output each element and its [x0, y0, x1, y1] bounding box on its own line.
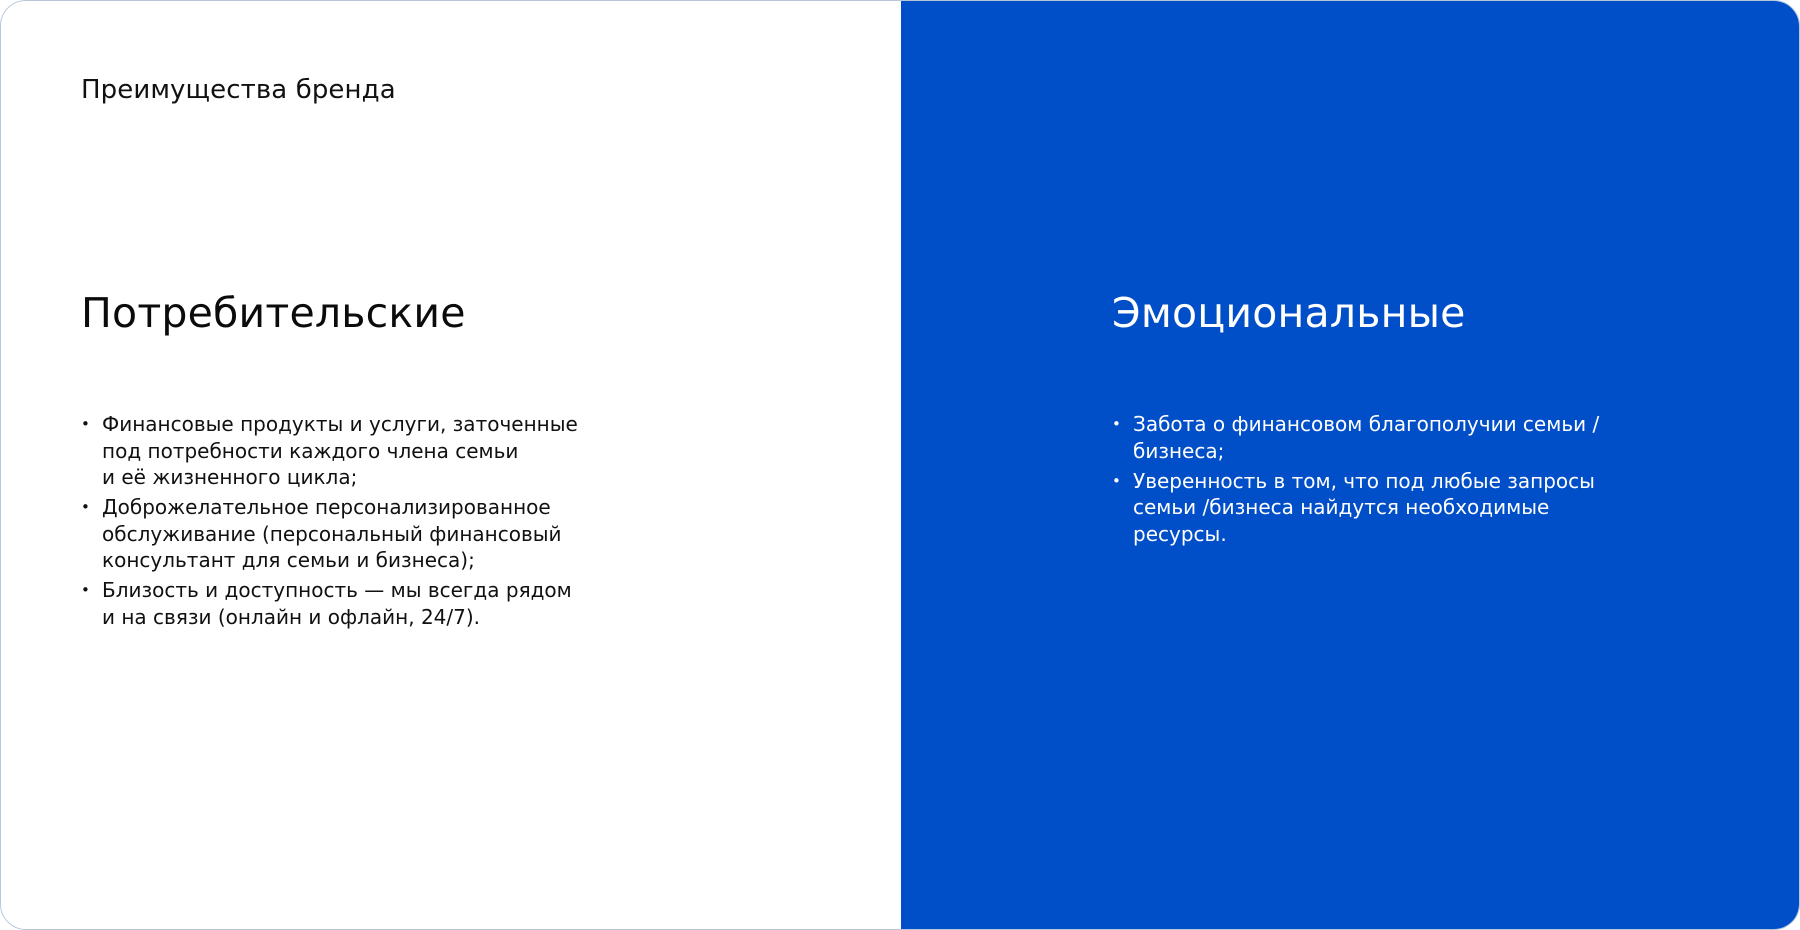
slide-title: Преимущества бренда: [81, 75, 396, 105]
list-item: [81, 494, 601, 574]
emotional-panel: [901, 1, 1799, 929]
list-item: [1112, 411, 1632, 464]
list-item-line: семьи /бизнеса найдутся необходимые: [1133, 495, 1550, 519]
list-item: [1112, 468, 1632, 548]
list-item-line: • Близость и доступность — мы всегда рядом: [102, 578, 572, 602]
consumer-heading: Потребительские: [81, 289, 466, 337]
list-item-line: консультант для семьи и бизнеса);: [102, 548, 475, 572]
list-item-line: • Доброжелательное персонализированное: [102, 495, 551, 519]
consumer-panel: [1, 1, 901, 929]
emotional-list: [1112, 411, 1632, 551]
list-item-line: под потребности каждого члена семьи: [102, 438, 519, 463]
emotional-heading: Эмоциональные: [1112, 289, 1466, 337]
list-item-line: обслуживание (персональный финансовый: [102, 521, 562, 546]
list-item-line: ресурсы.: [1133, 521, 1227, 546]
list-item-line: бизнеса;: [1133, 438, 1225, 463]
list-item-line: и на связи (онлайн и офлайн, 24/7).: [102, 604, 481, 629]
list-item-line: • Финансовые продукты и услуги, заточенные: [102, 412, 578, 436]
list-item-line: • Забота о финансовом благополучии семьи /: [1133, 412, 1600, 436]
list-item: [81, 411, 601, 491]
consumer-list: [81, 411, 601, 634]
list-item: [81, 577, 601, 630]
list-item-line: • Уверенность в том, что под любые запросы: [1133, 468, 1595, 493]
list-item-line: и её жизненного цикла;: [102, 465, 358, 489]
